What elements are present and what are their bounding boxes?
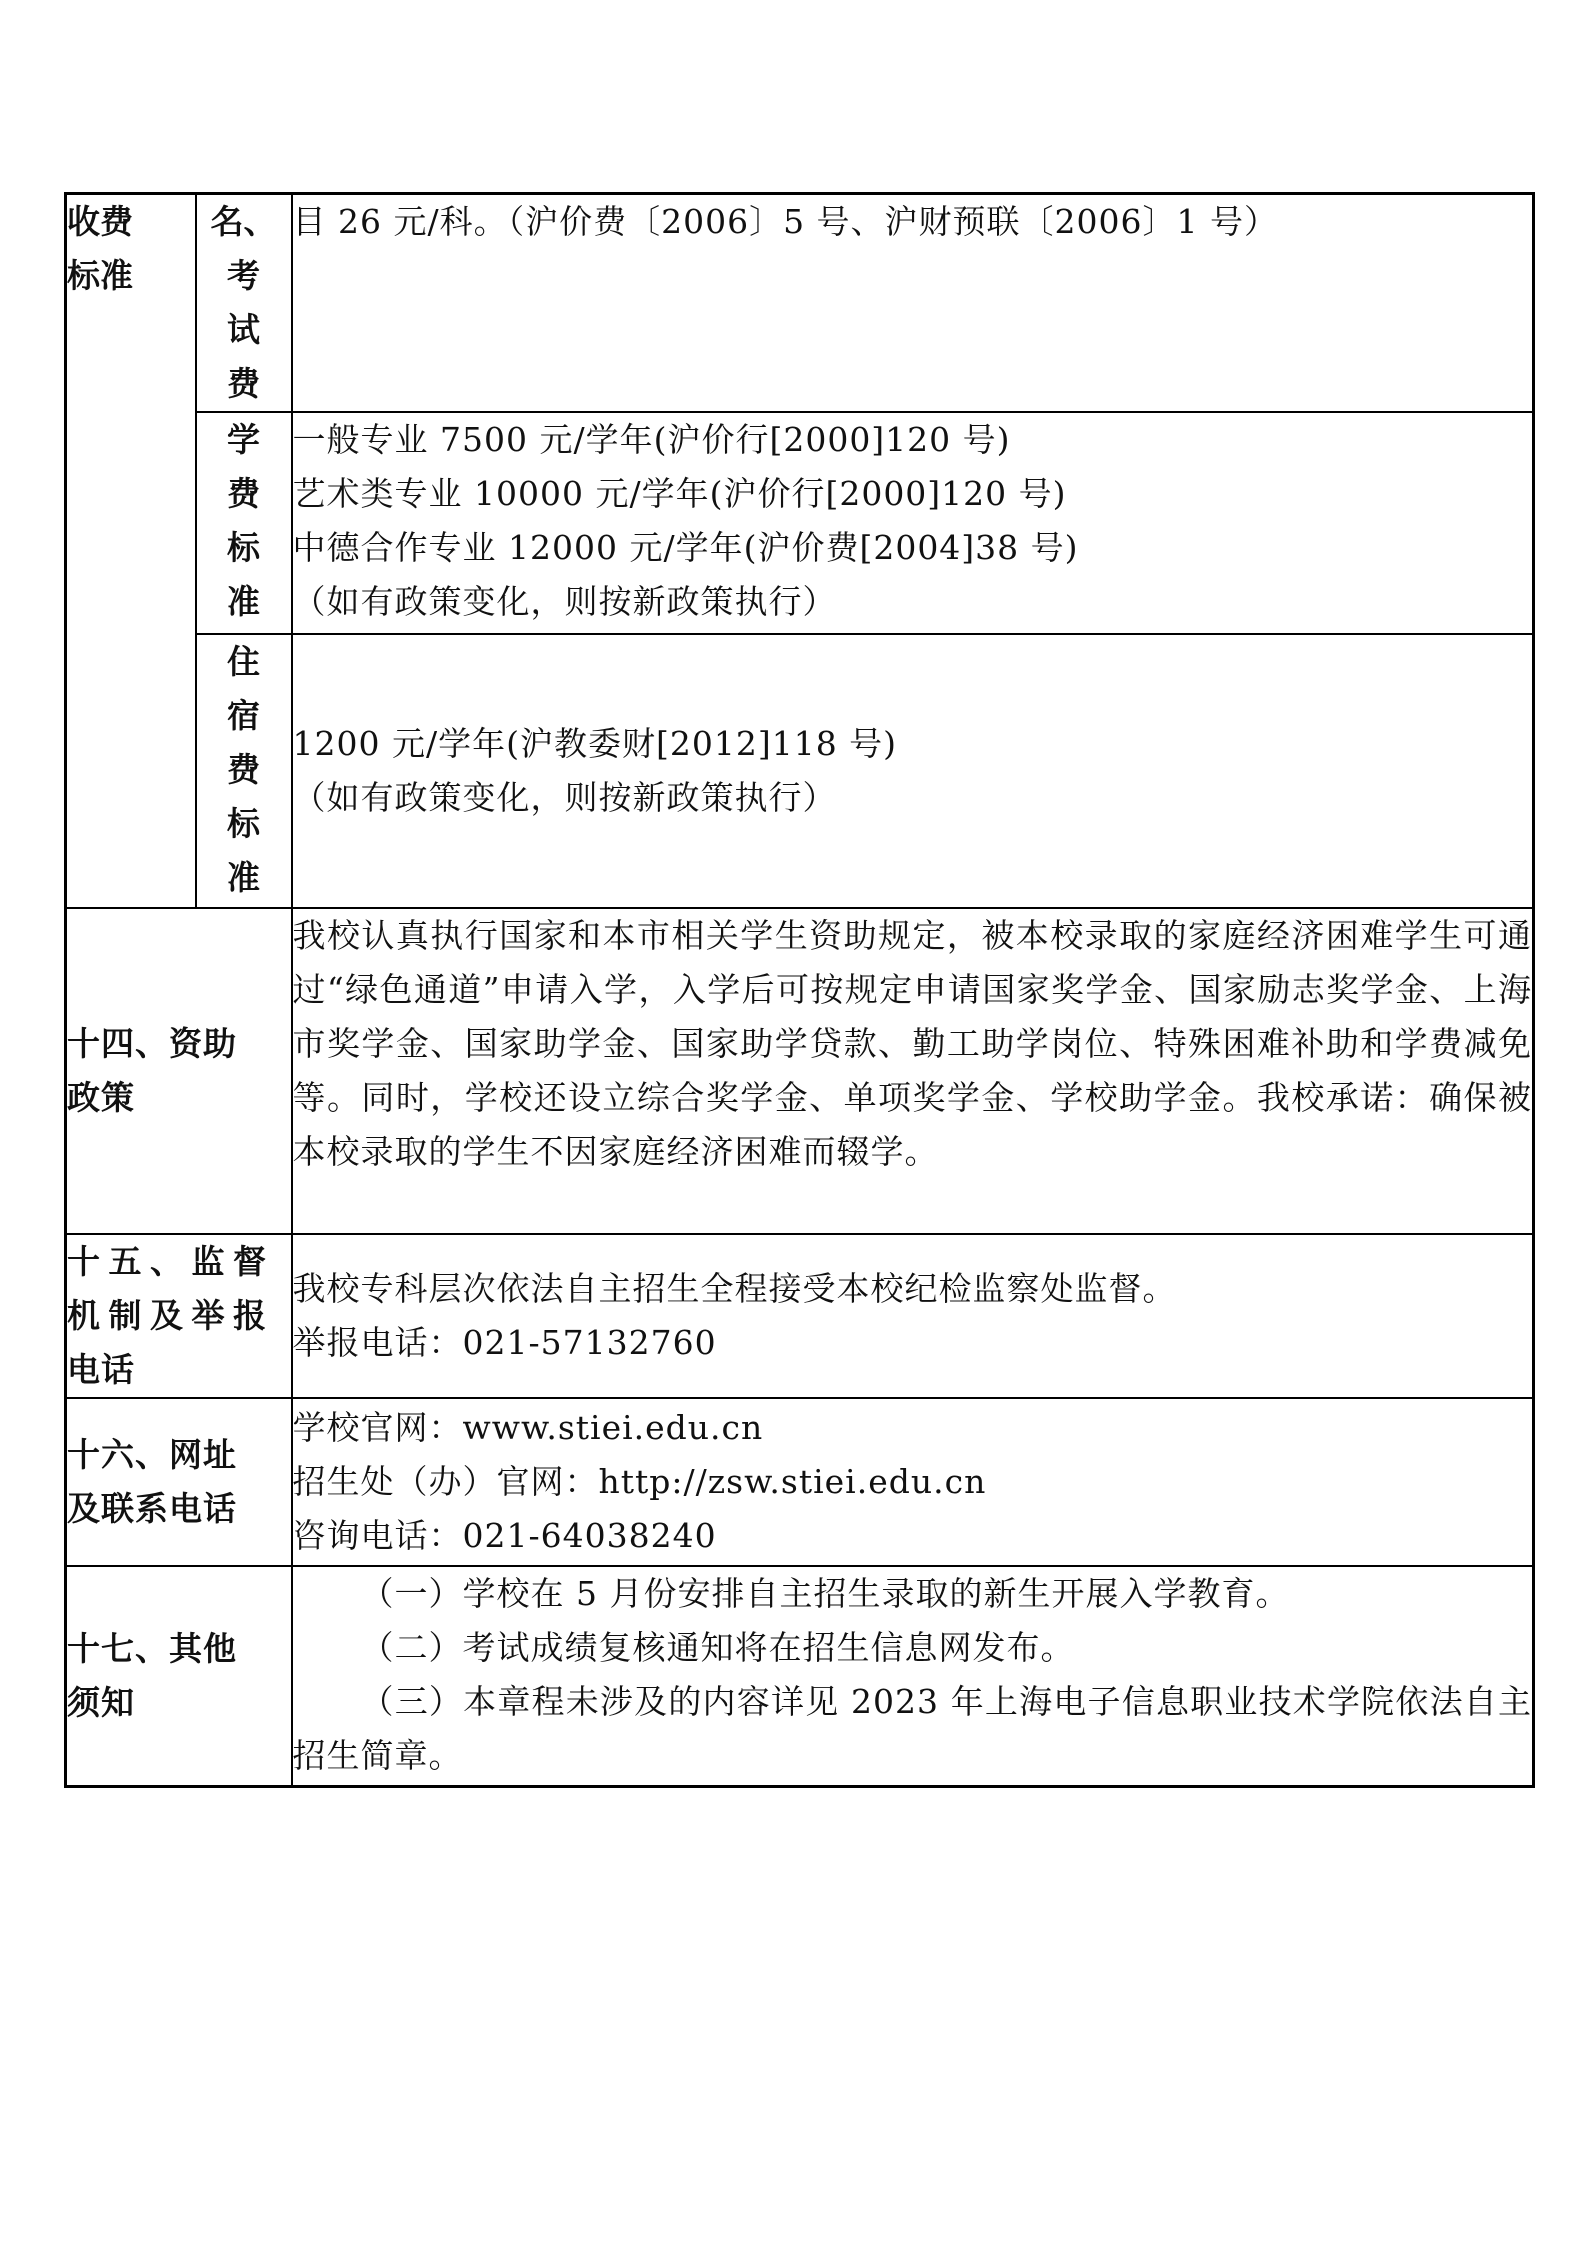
other-label: 十七、其他须知 <box>66 1566 292 1786</box>
admission-table <box>64 192 1535 1788</box>
table-row <box>66 1234 1534 1398</box>
website-label: 十六、网址及联系电话 <box>66 1398 292 1566</box>
dorm-fee-content: 1200 元/学年(沪教委财[2012]118 号) （如有政策变化，则按新政策执行） <box>292 634 1534 908</box>
table-row <box>66 908 1534 1234</box>
supervision-label: 十五、监督机制及举报电话 <box>66 1234 292 1398</box>
exam-fee-content: 目 26 元/科。（沪价费〔2006〕5 号、沪财预联〔2006〕1 号） <box>292 194 1534 413</box>
exam-fee-label: 名、 考 试 费 <box>196 194 292 413</box>
dorm-fee-label: 住 宿 费 标 准 <box>196 634 292 908</box>
tuition-content: 一般专业 7500 元/学年(沪价行[2000]120 号) 艺术类专业 10000 元/学年(沪价行[2000]120 号) 中德合作专业 12000 元/学年(沪价费[2004]38 号) （如有政策变化，则按新政策执行） <box>292 412 1534 634</box>
aid-content: 我校认真执行国家和本市相关学生资助规定，被本校录取的家庭经济困难学生可通过“绿色通道”申请入学，入学后可按规定申请国家奖学金、国家励志奖学金、上海市奖学金、国家助学金、国家助学贷款、勤工助学岗位、特殊困难补助和学费减免等。同时，学校还设立综合奖学金、单项奖学金、学校助学金。我校承诺：确保被本校录取的学生不因家庭经济困难而辍学。 <box>292 908 1534 1234</box>
supervision-content: 我校专科层次依法自主招生全程接受本校纪检监察处监督。 举报电话：021-57132760 <box>292 1234 1534 1398</box>
tuition-label: 学 费 标 准 <box>196 412 292 634</box>
table-row <box>66 1566 1534 1786</box>
fee-group-label-text: 收费标准 <box>67 202 133 295</box>
website-content: 学校官网：www.stiei.edu.cn 招生处（办）官网：http://zsw.stiei.edu.cn 咨询电话：021-64038240 <box>292 1398 1534 1566</box>
table-row <box>66 194 1534 413</box>
other-content: （一）学校在 5 月份安排自主招生录取的新生开展入学教育。 （二）考试成绩复核通知将在招生信息网发布。 （三）本章程未涉及的内容详见 2023 年上海电子信息职业技术学院依法自主招生简章。 <box>292 1566 1534 1786</box>
table-row <box>66 412 1534 634</box>
aid-label: 十四、资助政策 <box>66 908 292 1234</box>
table-row <box>66 1398 1534 1566</box>
fee-group-label <box>66 194 196 909</box>
table-row <box>66 634 1534 908</box>
